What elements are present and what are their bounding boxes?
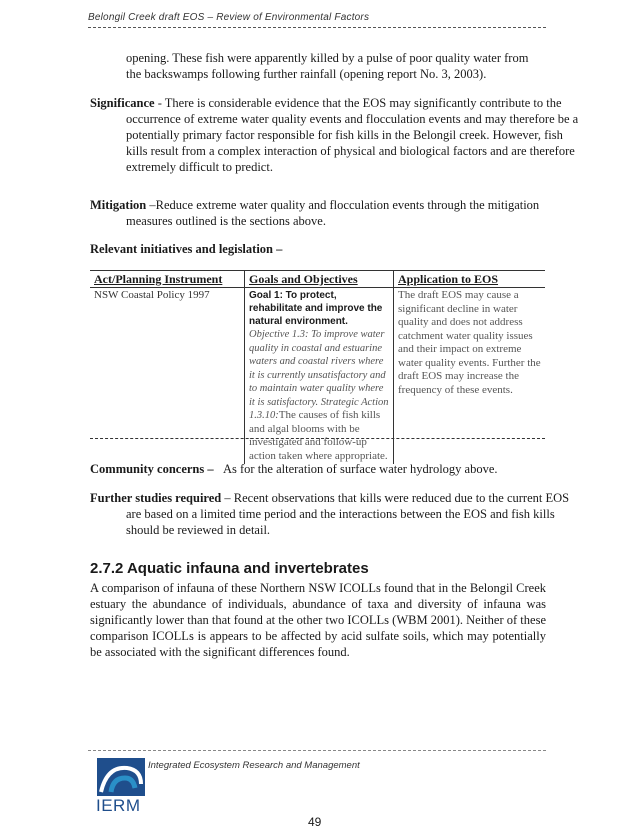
table-bottom-rule — [90, 438, 545, 439]
table-cell-application: The draft EOS may cause a significant decline in water quality and does not address catchment water quality issues and their impact on extreme water quality events. Further the draft EOS may increase the frequency of these events. — [398, 289, 541, 396]
mitigation-label: Mitigation — [90, 198, 147, 212]
table-header-goals: Goals and Objectives — [245, 271, 394, 288]
goal-title: Goal 1: To protect, rehabilitate and improve the natural environment. — [249, 290, 383, 327]
significance-label: Significance — [90, 96, 155, 110]
further-paragraph — [90, 490, 582, 538]
logo-text: IERM — [96, 796, 141, 815]
intro-paragraph: opening. These fish were apparently killed by a pulse of poor quality water from the backswamps following further rainfall (opening report No. 3, 2003). — [126, 51, 529, 81]
table-cell-instrument: NSW Coastal Policy 1997 — [94, 289, 210, 301]
community-label: Community concerns – — [90, 462, 214, 476]
section-title: 2.7.2 Aquatic infauna and invertebrates — [90, 560, 369, 577]
further-label: Further studies required — [90, 491, 222, 505]
objective-text: Objective 1.3: To improve water quality in coastal and estuarine waters and coastal rivers where it is currently unsatisfactory and to maintain water quality where it is satisfactory. Strategic Action 1.3.10: — [249, 329, 389, 421]
footer-rule — [88, 750, 546, 751]
community-paragraph — [90, 461, 546, 477]
mitigation-paragraph — [90, 197, 582, 229]
section-body: A comparison of infauna of these Northern NSW ICOLLs found that in the Belongil Creek estuary the abundance of individuals, abundance of taxa and diversity of infauna was significantly lower than that found at the other two ICOLLs (WBM 2001). Neither of these comparison ICOLLs is appears to be affected by acid sulfate soils, which may potentially be associated with the significant differences found. — [90, 581, 546, 659]
header-rule — [88, 27, 546, 28]
significance-paragraph — [90, 95, 582, 175]
significance-text: - There is considerable evidence that the EOS may significantly contribute to the occurrence of extreme water quality events and flocculation events and may therefore be a potentially primary factor responsible for fish kills in the Belongil creek. However, fish kills result from a complex interaction of physical and biological factors and are therefore extremely difficult to predict. — [126, 96, 579, 174]
table-header-instrument: Act/Planning Instrument — [90, 271, 245, 288]
mitigation-text: –Reduce extreme water quality and flocculation events through the mitigation measures outlined is the sections above. — [126, 198, 540, 228]
page-number: 49 — [308, 815, 322, 829]
community-text: As for the alteration of surface water hydrology above. — [222, 462, 498, 476]
further-text: – Recent observations that kills were reduced due to the current EOS are based on a limited time period and the interactions between the EOS and fish kills should be reviewed in detail. — [126, 491, 570, 537]
footer-org: Integrated Ecosystem Research and Management — [148, 760, 360, 771]
table-header-row — [90, 271, 545, 288]
relevant-heading: Relevant initiatives and legislation – — [90, 242, 283, 256]
legislation-table — [90, 270, 545, 464]
running-header: Belongil Creek draft EOS – Review of Environmental Factors — [88, 12, 370, 23]
table-header-application: Application to EOS — [394, 271, 546, 288]
action-text: The causes of fish kills and algal blooms with be investigated and follow-up action taken where appropriate. — [249, 409, 388, 462]
